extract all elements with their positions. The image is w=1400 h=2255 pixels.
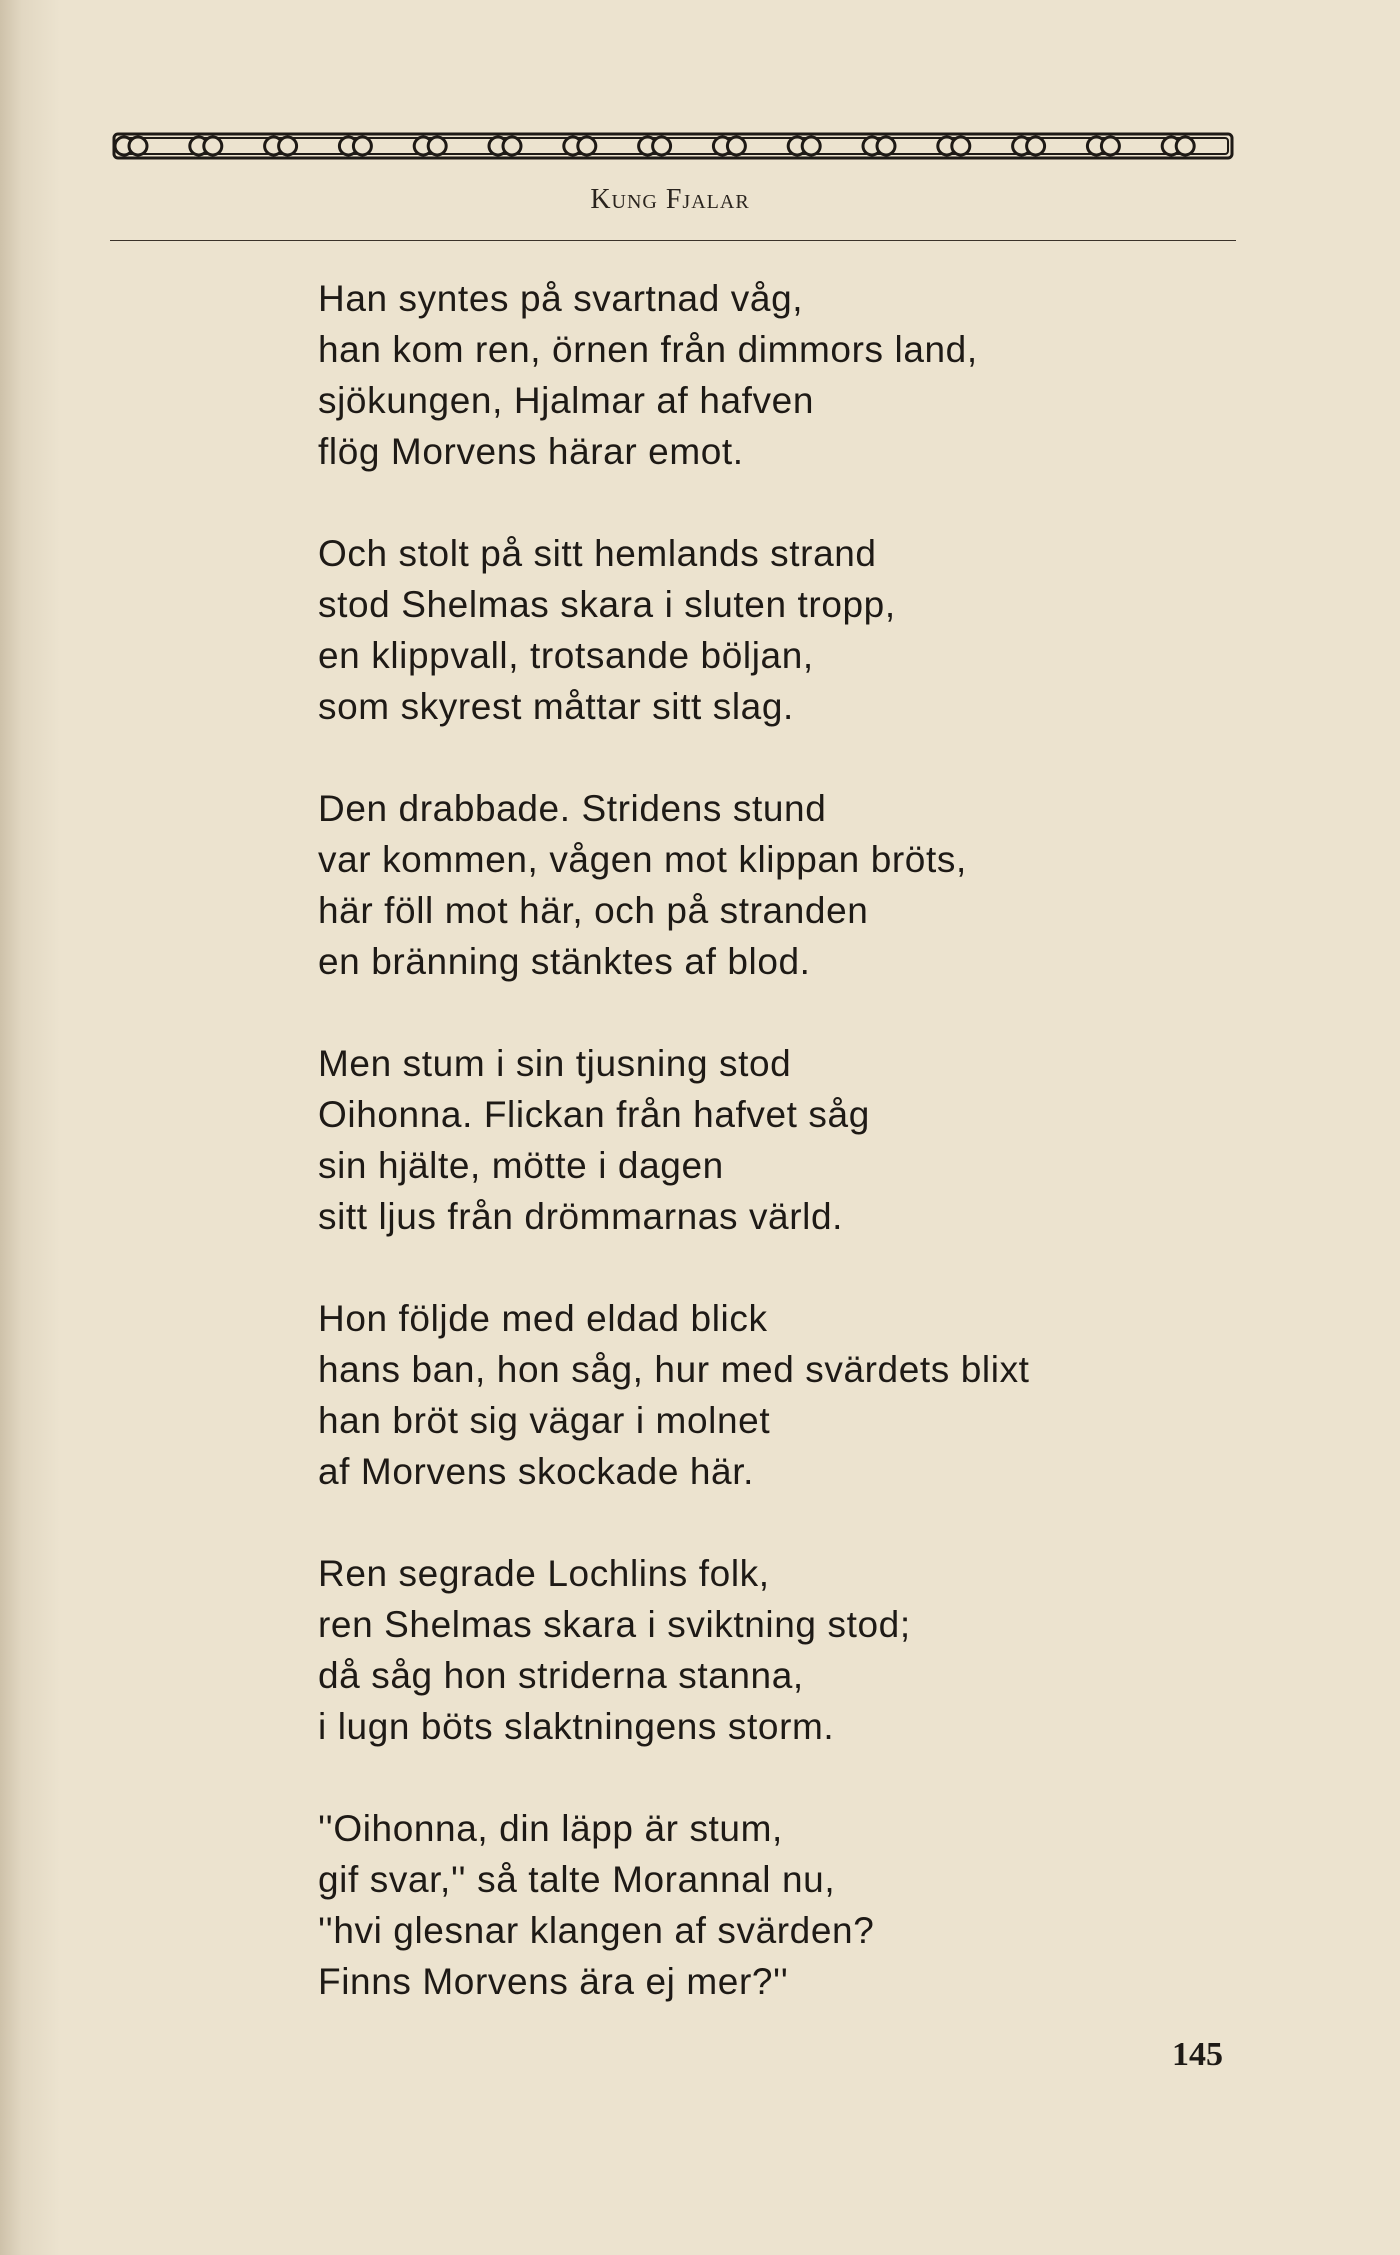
poem-line: af Morvens skockade här. <box>318 1451 754 1492</box>
poem-line: i lugn böts slaktningens storm. <box>318 1706 835 1747</box>
poem-line: han kom ren, örnen från dimmors land, <box>318 329 978 370</box>
poem-line: ren Shelmas skara i sviktning stod; <box>318 1604 911 1645</box>
poem-line: Oihonna. Flickan från hafvet såg <box>318 1094 870 1135</box>
poem-line: en klippvall, trotsande böljan, <box>318 635 814 676</box>
poem-line: Och stolt på sitt hemlands strand <box>318 533 877 574</box>
stanza <box>318 273 1218 477</box>
header-rule <box>110 240 1236 241</box>
poem-line: hans ban, hon såg, hur med svärdets blixt <box>318 1349 1030 1390</box>
poem-line: flög Morvens härar emot. <box>318 431 744 472</box>
poem-line: Ren segrade Lochlins folk, <box>318 1553 770 1594</box>
poem-line: ''Oihonna, din läpp är stum, <box>318 1808 783 1849</box>
poem-line: Men stum i sin tjusning stod <box>318 1043 792 1084</box>
poem-line: Finns Morvens ära ej mer?'' <box>318 1961 789 2002</box>
poem-line: här föll mot här, och på stranden <box>318 890 869 931</box>
poem-line: gif svar,'' så talte Morannal nu, <box>318 1859 836 1900</box>
stanza <box>318 783 1218 987</box>
stanza <box>318 1293 1218 1497</box>
running-head: Kung Fjalar <box>590 184 750 215</box>
poem-line: sitt ljus från drömmarnas värld. <box>318 1196 844 1237</box>
stanza <box>318 1803 1218 2007</box>
poem-line: Hon följde med eldad blick <box>318 1298 768 1339</box>
poem-line: sin hjälte, mötte i dagen <box>318 1145 724 1186</box>
poem-line: stod Shelmas skara i sluten tropp, <box>318 584 896 625</box>
poem-line: en bränning stänktes af blod. <box>318 941 811 982</box>
page-number: 145 <box>1172 2036 1223 2073</box>
poem-line: Den drabbade. Stridens stund <box>318 788 827 829</box>
stanza <box>318 1548 1218 1752</box>
stanza <box>318 528 1218 732</box>
poem-line: som skyrest måttar sitt slag. <box>318 686 794 727</box>
poem-line: ''hvi glesnar klangen af svärden? <box>318 1910 875 1951</box>
poem-text <box>318 273 1218 2058</box>
poem-line: han bröt sig vägar i molnet <box>318 1400 771 1441</box>
poem-line: Han syntes på svartnad våg, <box>318 278 804 319</box>
poem-line: var kommen, vågen mot klippan bröts, <box>318 839 967 880</box>
stanza <box>318 1038 1218 1242</box>
chain-ornament-icon <box>112 128 1234 164</box>
poem-line: då såg hon striderna stanna, <box>318 1655 804 1696</box>
poem-line: sjökungen, Hjalmar af hafven <box>318 380 815 421</box>
